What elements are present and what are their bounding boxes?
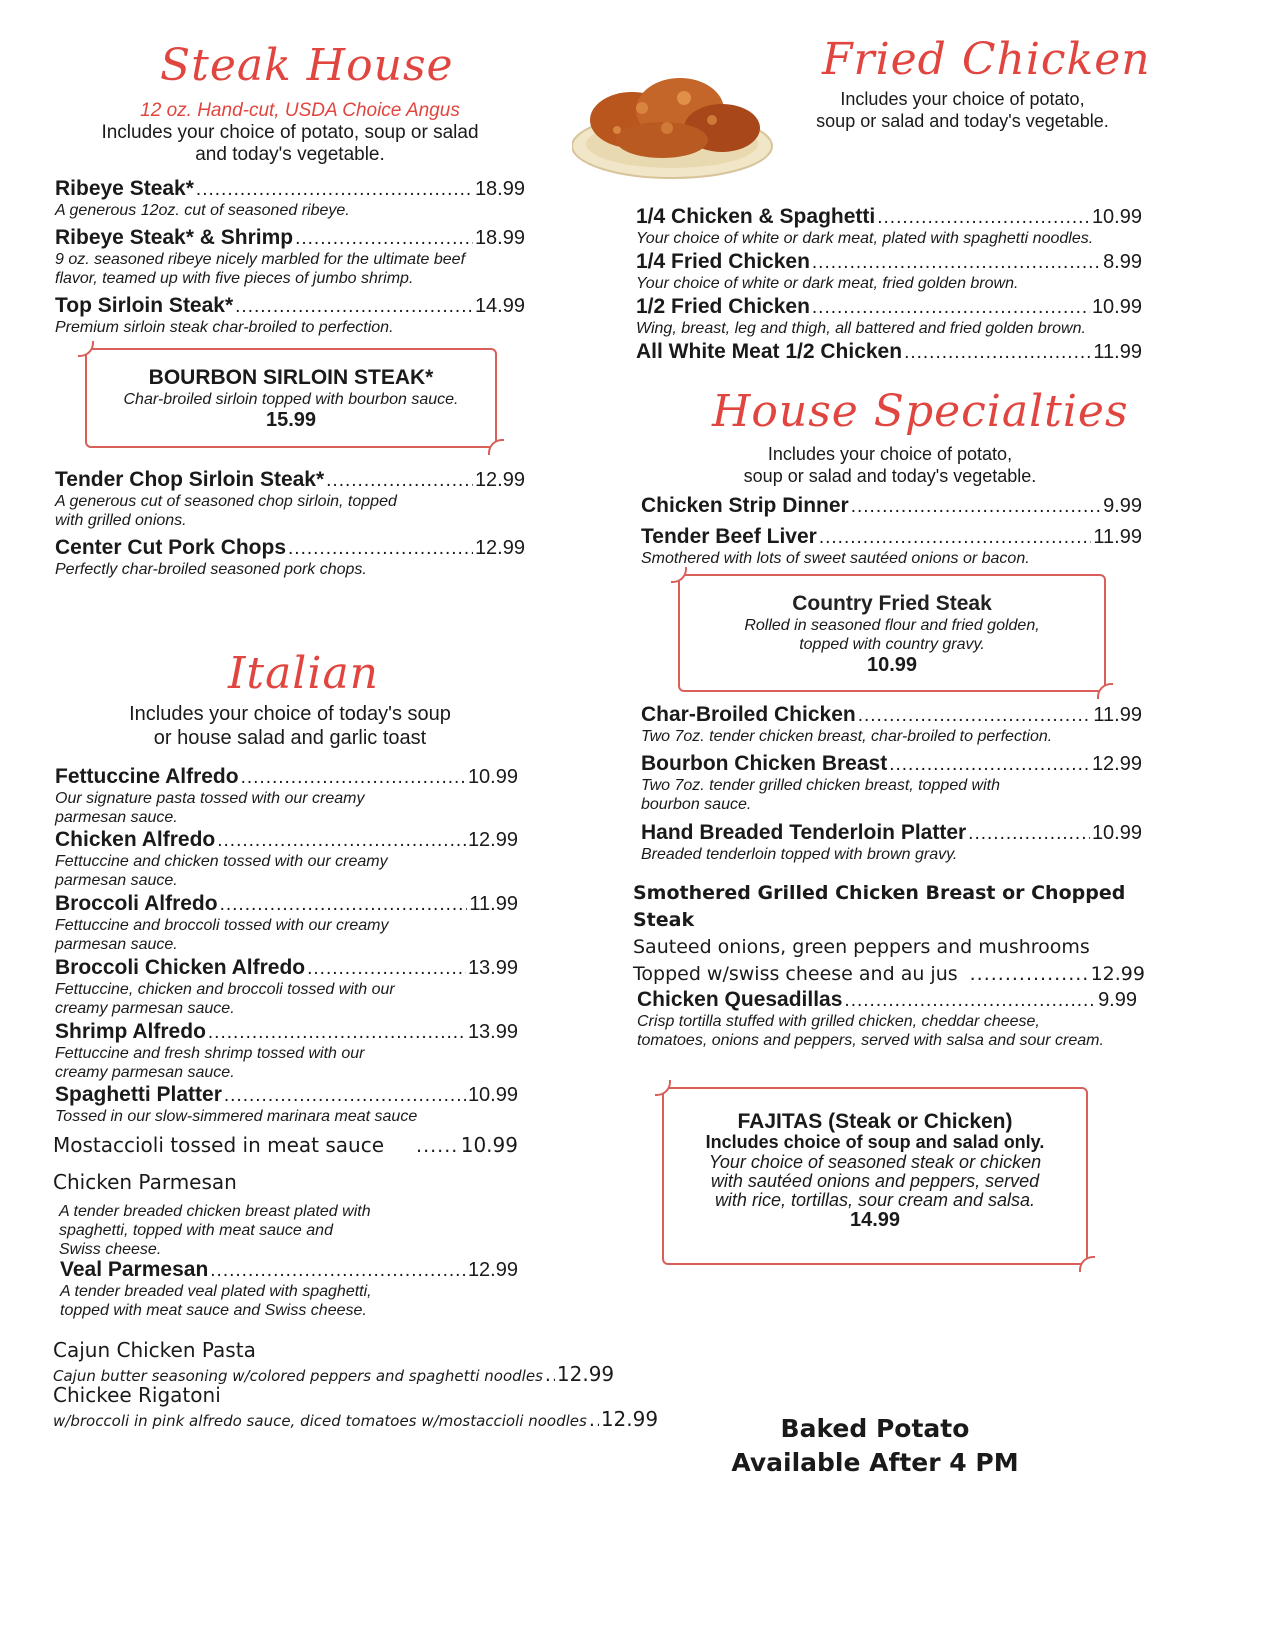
menu-item <box>55 1083 518 1126</box>
item-name: Shrimp Alfredo <box>55 1020 206 1043</box>
item-name: Top Sirloin Steak* <box>55 294 234 317</box>
leader-dots <box>326 470 473 492</box>
menu-item <box>55 828 518 890</box>
notice-line2: Available After 4 PM <box>731 1448 1019 1477</box>
item-desc: Wing, breast, leg and thigh, all battered and fried golden brown. <box>636 320 1086 337</box>
item-price: 10.99 <box>467 1084 518 1106</box>
item-desc: Fettuccine and fresh shrimp tossed with our <box>55 1045 365 1062</box>
item-desc: Your choice of white or dark meat, fried golden brown. <box>636 275 1019 292</box>
item-price: 10.99 <box>1091 206 1142 228</box>
menu-item <box>641 821 1142 864</box>
leader-dots <box>812 297 1090 319</box>
smothered-desc: Topped w/swiss cheese and au jus <box>633 963 958 985</box>
item-name: Fettuccine Alfredo <box>55 765 239 788</box>
menu-item <box>641 752 1142 814</box>
item-name: Bourbon Chicken Breast <box>641 752 888 775</box>
item-price: 11.99 <box>1093 704 1142 726</box>
item-name: All White Meat 1/2 Chicken <box>636 340 903 363</box>
fajitas-callout <box>662 1087 1088 1265</box>
italian-title: Italian <box>228 648 380 699</box>
callout-title: BOURBON SIRLOIN STEAK* <box>148 366 434 389</box>
fried-chicken-title: Fried Chicken <box>822 34 1151 85</box>
menu-item <box>55 468 525 530</box>
notice-line1: Baked Potato <box>780 1414 970 1443</box>
item-price: 18.99 <box>474 227 525 249</box>
item-name: 1/2 Fried Chicken <box>636 295 810 318</box>
item-desc: A tender breaded chicken breast plated with <box>59 1203 371 1220</box>
leader-dots <box>235 296 473 318</box>
item-price: 9.99 <box>1098 989 1137 1011</box>
menu-item <box>53 1170 518 1259</box>
italian-intro-line1: Includes your choice of today's soup <box>129 703 451 725</box>
leader-dots <box>295 228 473 250</box>
callout-desc: with sautéed onions and peppers, served <box>710 1171 1040 1191</box>
steak-subtitle: 12 oz. Hand-cut, USDA Choice Angus <box>140 100 460 121</box>
item-price: 12.99 <box>474 537 525 559</box>
callout-title: Country Fried Steak <box>792 592 992 615</box>
item-price: 11.99 <box>1093 341 1142 363</box>
menu-item <box>636 295 1142 338</box>
baked-potato-notice <box>725 1412 1025 1480</box>
smothered-desc: Sauteed onions, green peppers and mushrooms <box>633 936 1090 958</box>
item-price: 10.99 <box>460 1133 518 1157</box>
item-desc: Smothered with lots of sweet sautéed onions or bacon. <box>641 550 1030 567</box>
italian-intro-line2: or house salad and garlic toast <box>153 727 427 749</box>
leader-dots <box>288 538 473 560</box>
item-desc: parmesan sauce. <box>55 936 178 953</box>
fried-intro <box>790 88 1135 132</box>
menu-item <box>55 177 525 220</box>
menu-item <box>636 250 1142 293</box>
leader-dots <box>819 527 1092 549</box>
callout-price: 15.99 <box>265 409 317 431</box>
menu-item <box>55 956 518 1018</box>
item-desc: parmesan sauce. <box>55 809 178 826</box>
item-price: 10.99 <box>1091 296 1142 318</box>
callout-desc: topped with country gravy. <box>799 636 985 653</box>
item-name: Spaghetti Platter <box>55 1083 222 1106</box>
menu-item <box>55 226 525 288</box>
item-price: 12.99 <box>467 1259 518 1281</box>
item-price: 11.99 <box>1093 526 1142 548</box>
item-price: 14.99 <box>474 295 525 317</box>
item-name: Tender Chop Sirloin Steak* <box>55 468 325 491</box>
item-name: Chicken Quesadillas <box>637 988 843 1011</box>
menu-item <box>55 892 518 954</box>
item-desc: Fettuccine and broccoli tossed with our creamy <box>55 917 389 934</box>
item-desc: tomatoes, onions and peppers, served with salsa and sour cream. <box>637 1032 1104 1049</box>
item-desc: Tossed in our slow-simmered marinara meat sauce <box>55 1108 418 1125</box>
fried-chicken-image <box>572 48 778 180</box>
steak-intro <box>60 122 520 166</box>
item-name: Hand Breaded Tenderloin Platter <box>641 821 967 844</box>
house-intro <box>715 443 1065 487</box>
callout-price: 14.99 <box>849 1209 901 1231</box>
menu-item <box>55 536 525 579</box>
item-desc: w/broccoli in pink alfredo sauce, diced tomatoes w/mostaccioli noodles <box>53 1412 587 1430</box>
item-price: 12.99 <box>1090 963 1145 985</box>
leader-dots <box>877 207 1090 229</box>
item-price: 12.99 <box>474 469 525 491</box>
item-name: Broccoli Chicken Alfredo <box>55 956 306 979</box>
leader-dots <box>196 179 473 201</box>
item-price: 18.99 <box>474 178 525 200</box>
menu-item <box>636 340 1142 364</box>
item-name: Veal Parmesan <box>60 1258 209 1281</box>
item-desc: Two 7oz. tender chicken breast, char-broiled to perfection. <box>641 728 1053 745</box>
country-fried-steak-callout <box>678 574 1106 692</box>
steak-house-title: Steak House <box>160 40 454 91</box>
item-name: Broccoli Alfredo <box>55 892 218 915</box>
item-price: 13.99 <box>467 957 518 979</box>
item-name: Center Cut Pork Chops <box>55 536 287 559</box>
item-desc: A tender breaded veal plated with spaghetti, <box>60 1283 372 1300</box>
leader-dots <box>210 1260 466 1282</box>
item-price: 11.99 <box>469 893 518 915</box>
item-desc: Fettuccine and chicken tossed with our creamy <box>55 853 388 870</box>
item-desc: with grilled onions. <box>55 512 187 529</box>
item-price: 10.99 <box>1091 822 1142 844</box>
fried-chicken-icon <box>572 48 778 180</box>
item-desc: Breaded tenderloin topped with brown gravy. <box>641 846 958 863</box>
item-price: 12.99 <box>556 1362 615 1386</box>
item-desc: Crisp tortilla stuffed with grilled chicken, cheddar cheese, <box>637 1013 1040 1030</box>
callout-title: FAJITAS (Steak or Chicken) <box>737 1110 1013 1133</box>
item-desc: bourbon sauce. <box>641 796 752 813</box>
menu-item <box>641 525 1142 568</box>
item-desc: Our signature pasta tossed with our creamy <box>55 790 365 807</box>
leader-dots <box>970 961 1089 988</box>
leader-dots <box>224 1085 466 1107</box>
steak-intro-line1: Includes your choice of potato, soup or salad <box>101 122 479 143</box>
item-name: Mostaccioli tossed in meat sauce <box>53 1133 385 1157</box>
leader-dots <box>217 830 466 852</box>
item-price: 10.99 <box>467 766 518 788</box>
item-name: 1/4 Chicken & Spaghetti <box>636 205 876 228</box>
item-name: Chicken Parmesan <box>53 1170 237 1194</box>
menu-item <box>53 1338 615 1386</box>
leader-dots <box>416 1135 459 1157</box>
smothered-title: Smothered Grilled Chicken Breast or Chopped Steak <box>633 882 1126 931</box>
item-name: Chickee Rigatoni <box>53 1383 221 1407</box>
item-desc: A generous 12oz. cut of seasoned ribeye. <box>55 202 350 219</box>
italian-intro <box>60 702 520 750</box>
menu-item <box>55 765 518 827</box>
menu-item <box>637 988 1137 1050</box>
item-name: Cajun Chicken Pasta <box>53 1338 256 1362</box>
item-name: Tender Beef Liver <box>641 525 817 548</box>
menu-item <box>55 1020 518 1082</box>
item-price: 9.99 <box>1103 495 1142 517</box>
item-desc: Two 7oz. tender grilled chicken breast, topped with <box>641 777 1001 794</box>
item-desc: parmesan sauce. <box>55 872 178 889</box>
item-name: Char-Broiled Chicken <box>641 703 856 726</box>
item-name: Ribeye Steak* <box>55 177 194 200</box>
leader-dots <box>968 823 1090 845</box>
callout-desc: Your choice of seasoned steak or chicken <box>708 1152 1042 1172</box>
item-desc: A generous cut of seasoned chop sirloin, topped <box>55 493 397 510</box>
callout-desc: Rolled in seasoned flour and fried golden, <box>744 617 1040 634</box>
house-intro-line2: soup or salad and today's vegetable. <box>743 466 1037 486</box>
item-desc: creamy parmesan sauce. <box>55 1064 235 1081</box>
menu-item <box>641 494 1142 518</box>
item-name: Chicken Alfredo <box>55 828 216 851</box>
house-specialties-title: House Specialties <box>712 386 1129 437</box>
leader-dots <box>858 705 1092 727</box>
leader-dots <box>589 1409 599 1431</box>
menu-item <box>60 1258 518 1320</box>
fajitas-includes: Includes choice of soup and salad only. <box>705 1132 1045 1152</box>
item-name: Ribeye Steak* & Shrimp <box>55 226 294 249</box>
leader-dots <box>851 496 1101 518</box>
item-desc: Swiss cheese. <box>59 1241 162 1258</box>
item-name: Chicken Strip Dinner <box>641 494 849 517</box>
item-desc: flavor, teamed up with five pieces of jumbo shrimp. <box>55 270 414 287</box>
item-price: 8.99 <box>1103 251 1142 273</box>
menu-item <box>53 1383 659 1431</box>
bourbon-sirloin-callout <box>85 348 497 448</box>
fried-intro-line2: soup or salad and today's vegetable. <box>816 111 1109 131</box>
item-desc: creamy parmesan sauce. <box>55 1000 235 1017</box>
item-price: 12.99 <box>1091 753 1142 775</box>
menu-item <box>641 703 1142 746</box>
item-price: 12.99 <box>467 829 518 851</box>
item-desc: Your choice of white or dark meat, plated with spaghetti noodles. <box>636 230 1094 247</box>
leader-dots <box>220 894 468 916</box>
fried-intro-line1: Includes your choice of potato, <box>840 89 1085 109</box>
smothered-item <box>633 880 1145 988</box>
menu-item <box>636 205 1142 248</box>
leader-dots <box>889 754 1090 776</box>
item-desc: topped with meat sauce and Swiss cheese. <box>60 1302 367 1319</box>
callout-desc: with rice, tortillas, sour cream and salsa. <box>714 1190 1036 1210</box>
item-price: 12.99 <box>600 1407 659 1431</box>
item-desc: Premium sirloin steak char-broiled to perfection. <box>55 319 394 336</box>
item-desc: Cajun butter seasoning w/colored peppers and spaghetti noodles <box>53 1367 543 1385</box>
item-desc: spaghetti, topped with meat sauce and <box>59 1222 333 1239</box>
menu-item <box>55 294 525 337</box>
item-desc: 9 oz. seasoned ribeye nicely marbled for the ultimate beef <box>55 251 466 268</box>
callout-price: 10.99 <box>866 654 918 676</box>
item-desc: Perfectly char-broiled seasoned pork chops. <box>55 561 367 578</box>
house-intro-line1: Includes your choice of potato, <box>767 444 1013 464</box>
item-desc: Fettuccine, chicken and broccoli tossed with our <box>55 981 395 998</box>
item-price: 13.99 <box>467 1021 518 1043</box>
leader-dots <box>208 1022 466 1044</box>
menu-item <box>53 1133 518 1157</box>
leader-dots <box>241 767 466 789</box>
leader-dots <box>844 990 1096 1012</box>
leader-dots <box>307 958 466 980</box>
leader-dots <box>904 342 1091 364</box>
callout-desc: Char-broiled sirloin topped with bourbon sauce. <box>123 391 459 408</box>
item-name: 1/4 Fried Chicken <box>636 250 810 273</box>
leader-dots <box>812 252 1101 274</box>
steak-intro-line2: and today's vegetable. <box>195 144 385 165</box>
